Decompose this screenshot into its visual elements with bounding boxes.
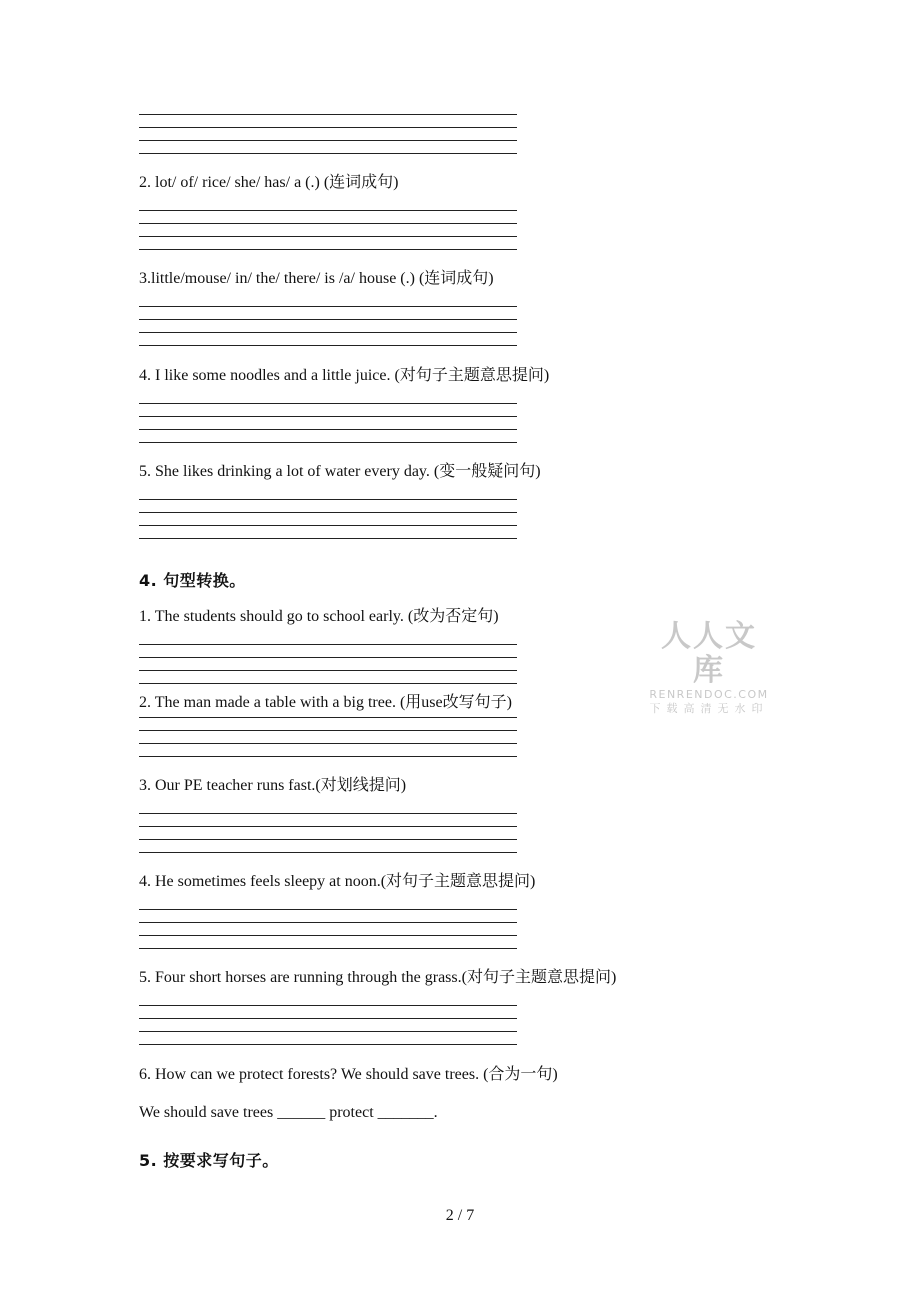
section-4-heading: 4. 句型转换。 [139, 571, 246, 590]
question-s4-2 [139, 693, 512, 713]
question-number: 1. [139, 608, 151, 625]
watermark-tagline: 下载高清无水印 [649, 702, 769, 715]
watermark-domain: RENRENDOC.COM [649, 688, 769, 701]
answer-lines [139, 1005, 517, 1045]
question-text: How can we protect forests? We should save trees. (合为一句) [151, 1066, 558, 1083]
question-number: 4. [139, 367, 151, 384]
question-number: 2. [139, 694, 151, 711]
question-text: Four short horses are running through the grass.(对句子主题意思提问) [151, 969, 617, 986]
section-5-heading: 5. 按要求写句子。 [139, 1151, 279, 1170]
question-text: little/mouse/ in/ the/ there/ is /a/ house (.) (连词成句) [151, 270, 494, 287]
answer-lines [139, 114, 517, 154]
watermark-logo [646, 620, 772, 716]
answer-lines [139, 813, 517, 853]
question-text: The man made a table with a big tree. (用use改写句子) [151, 694, 512, 711]
question-s4-4 [139, 872, 535, 892]
question-number: 3. [139, 777, 151, 794]
answer-lines [139, 306, 517, 346]
question-s4-5 [139, 968, 616, 988]
question-s3-2 [139, 173, 399, 193]
question-number: 5. [139, 969, 151, 986]
question-text: The students should go to school early. (改为否定句) [151, 608, 499, 625]
question-number: 4. [139, 873, 151, 890]
question-number: 3. [139, 270, 151, 287]
question-text: She likes drinking a lot of water every day. (变一般疑问句) [151, 463, 541, 480]
question-s4-3 [139, 776, 406, 796]
answer-lines [139, 909, 517, 949]
question-text: He sometimes feels sleepy at noon.(对句子主题意思提问) [151, 873, 536, 890]
question-s4-1 [139, 607, 499, 627]
question-s3-3 [139, 269, 494, 289]
watermark-title: 人人文库 [661, 619, 757, 688]
answer-lines [139, 717, 517, 757]
question-text: I like some noodles and a little juice. (对句子主题意思提问) [151, 367, 550, 384]
answer-lines [139, 210, 517, 250]
answer-lines [139, 499, 517, 539]
question-number: 5. [139, 463, 151, 480]
question-text: lot/ of/ rice/ she/ has/ a (.) (连词成句) [151, 174, 399, 191]
question-s4-6 [139, 1065, 558, 1085]
answer-lines [139, 403, 517, 443]
question-text: Our PE teacher runs fast.(对划线提问) [151, 777, 407, 794]
question-s3-5 [139, 462, 541, 482]
question-s3-4 [139, 366, 549, 386]
question-number: 6. [139, 1066, 151, 1083]
fill-in-sentence: We should save trees ______ protect _______. [139, 1104, 438, 1121]
answer-lines [139, 644, 517, 684]
page-indicator: 2 / 7 [445, 1207, 475, 1224]
question-number: 2. [139, 174, 151, 191]
